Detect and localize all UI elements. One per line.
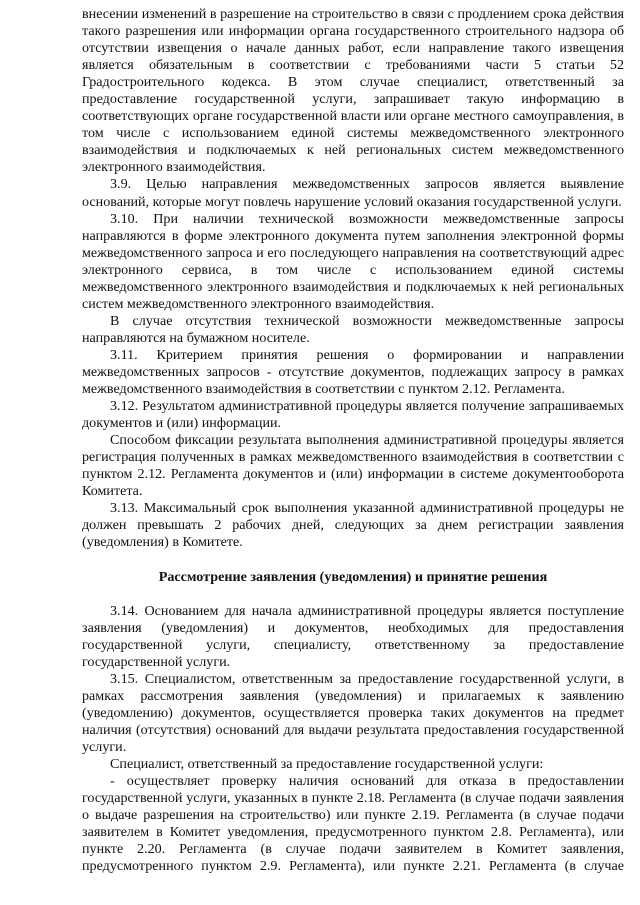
paragraph-3-12: 3.12. Результатом административной процедуры является получение запрашиваемых документов и (или) информации. (82, 398, 624, 432)
paragraph-3-13: 3.13. Максимальный срок выполнения указанной административной процедуры не должен превышать 2 рабочих дней, следующих за днем регистрации заявления (уведомления) в Комитете. (82, 500, 624, 551)
paragraph-specialist: Специалист, ответственный за предоставление государственной услуги: (110, 756, 544, 773)
paragraph-3-9: 3.9. Целью направления межведомственных запросов является выявление оснований, которые могут повлечь нарушение условий оказания государственной услуги. (82, 176, 624, 210)
paragraph-3-11: 3.11. Критерием принятия решения о формировании и направлении межведомственных запросов - отсутствие документов, подлежащих запросу в рамках межведомственного взаимодействия в соответствии с пунктом 2.12. Регламента. (82, 346, 624, 398)
paragraph-continuation: внесении изменений в разрешение на строительство в связи с продлением срока действия такого разрешения или информации органа государственного строительного надзора об отсутствии извещения о начале данных работ, если направление такого извещения является обязательным в соответствии с требованиями части 5 статьи 52 Градостроительного кодекса. В этом случае специалист, ответственный за предоставление государственной услуги, запрашивает такую информацию в соответствующих органе государственной власти или органе местного самоуправления, в том числе с использованием единой системы межведомственного электронного взаимодействия и подключаемых к ней региональных систем межведомственного электронного взаимодействия. (82, 6, 624, 176)
document-page (82, 6, 624, 875)
paragraph-check-grounds: - осуществляет проверку наличия оснований для отказа в предоставлении государственной услуги, указанных в пункте 2.18. Регламента (в случае подачи заявления о выдаче разрешения на строительство) или пункте 2.19. Регламента (в случае подачи заявителем в Комитет уведомления, предусмотренного пунктом 2.8. Регламента), или пункте 2.20. Регламента (в случае подачи заявителем в Комитет заявления, предусмотренного пунктом 2.9. Регламента), или пункте 2.21. Регламента (в случае (82, 773, 624, 875)
section-heading: Рассмотрение заявления (уведомления) и принятие решения (158, 568, 548, 585)
paragraph-3-14: 3.14. Основанием для начала административной процедуры является поступление заявления (уведомления) и документов, необходимых для предоставления государственной услуги, специалисту, ответственному за предоставление государственной услуги. (82, 602, 624, 670)
spacer (82, 552, 624, 569)
paragraph-3-10: 3.10. При наличии технической возможности межведомственные запросы направляются в форме электронного документа путем заполнения электронной формы межведомственного запроса и его последующего направления на соответствующий адрес электронного сервиса, в том числе с использованием единой системы межведомственного электронного взаимодействия и подключаемых к ней региональных систем межведомственного электронного взаимодействия. (82, 210, 624, 312)
spacer (82, 586, 624, 603)
paragraph-fixation-method: Способом фиксации результата выполнения административной процедуры является регистрация полученных в рамках межведомственного взаимодействия в соответствии с пунктом 2.12. Регламента документов и (или) информации в системе документооборота Комитета. (82, 432, 624, 500)
paragraph-paper-requests: В случае отсутствия технической возможности межведомственные запросы направляются на бумажном носителе. (82, 312, 624, 346)
paragraph-3-15: 3.15. Специалистом, ответственным за предоставление государственной услуги, в рамках рассмотрения заявления (уведомления) и прилагаемых к заявлению (уведомлению) документов, осуществляется проверка таких документов на предмет наличия (отсутствия) оснований для выдачи результата предоставления государственной услуги. (82, 670, 624, 756)
